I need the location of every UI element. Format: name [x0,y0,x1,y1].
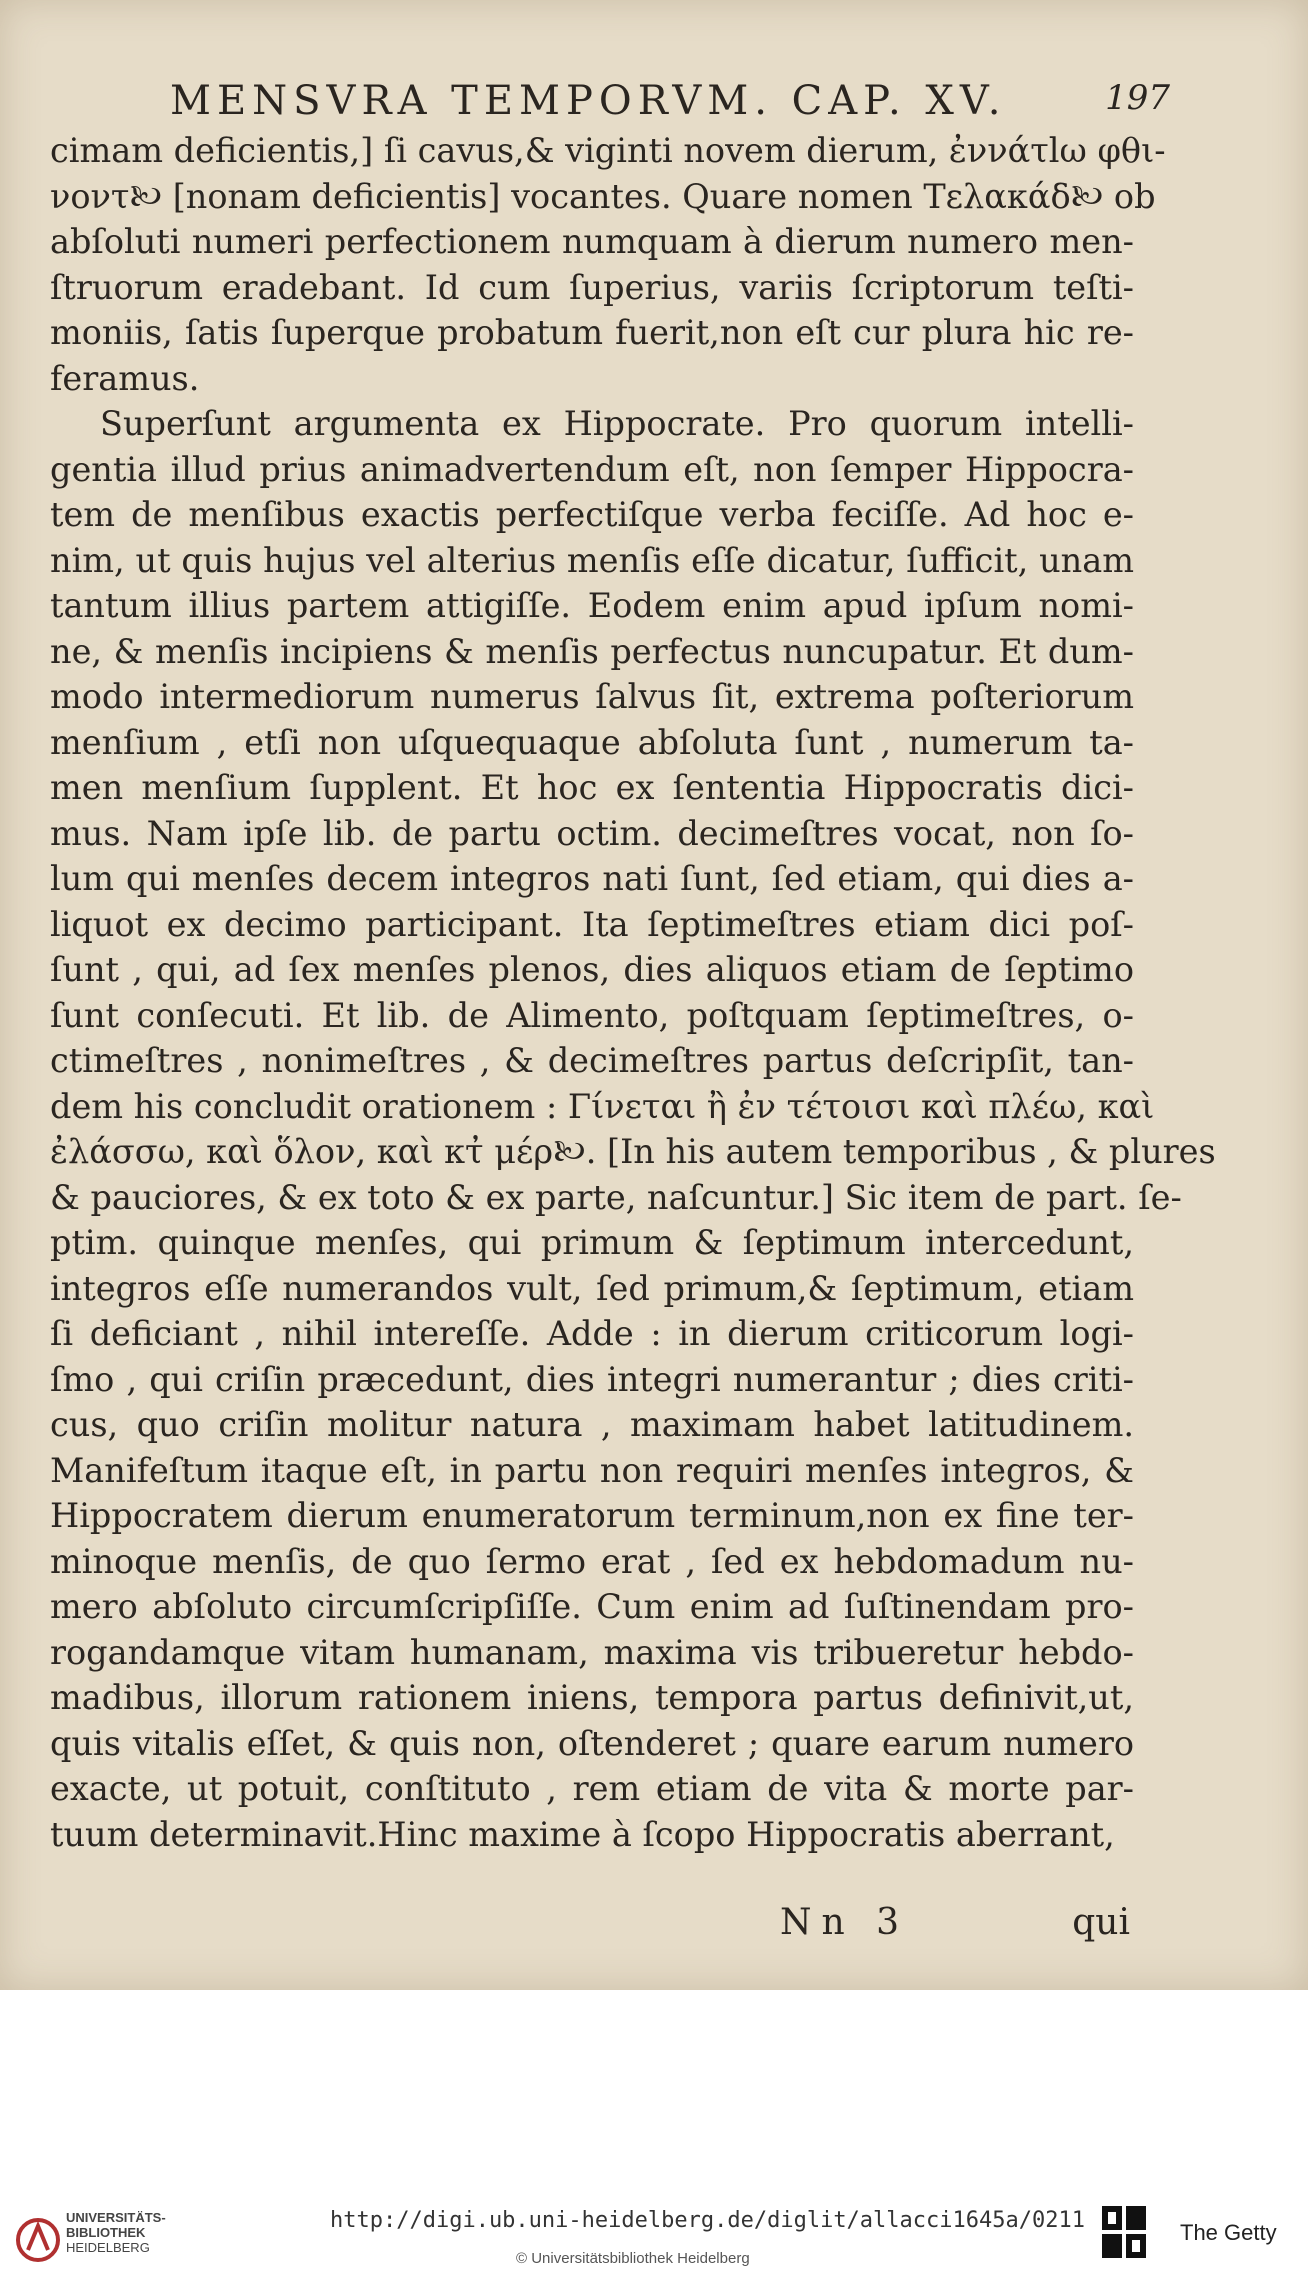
signature-line [780,1902,1130,1952]
text-line: madibus, illorum rationem iniens, tempora partus definivit,ut, [50,1678,1134,1717]
text-line: nim, ut quis hujus vel alterius menſis eſſe dicatur, ſufficit, unam [50,540,1134,580]
text-line: ſi deficiant , nihil intereſſe. Adde : in dierum criticorum logi- [50,1314,1134,1353]
catchword: qui [1072,1902,1130,1943]
text-line: νοντ🙠 [nonam deficientis] vocantes. Quare nomen Τελακάδ🙠 ob [50,176,1156,216]
text-line: liquot ex decimo participant. Ita ſeptimeſtres etiam dici poſ- [50,904,1134,944]
copyright-text: © Universitätsbibliothek Heidelberg [516,2250,750,2267]
text-line: ptim. quinque menſes, qui primum & ſeptimum intercedunt, [50,1223,1134,1262]
text-line: tantum illius partem attigiſſe. Eodem enim apud ipſum nomi- [50,586,1134,625]
text-line: ctimeſtres , nonimeſtres , & decimeſtres partus deſcripſit, tan- [50,1041,1134,1080]
text-line: men menſium ſupplent. Et hoc ex ſententia Hippocratis dici- [50,768,1134,807]
signature-mark: Nn 3 [780,1902,910,1943]
running-header [170,78,1170,128]
text-line: moniis, ſatis ſuperque probatum fuerit,non eſt cur plura hic re- [50,313,1134,352]
body-text [50,128,1216,1857]
library-name [66,2210,166,2255]
footer-bar [0,2190,1308,2284]
text-line: Manifeſtum itaque eſt, in partu non requiri menſes integros, & [50,1450,1134,1490]
text-line: abſoluti numeri perfectionem numquam à dierum numero men- [50,222,1134,261]
text-line: integros eſſe numerandos vult, ſed primum,& ſeptimum, etiam [50,1268,1134,1308]
library-name-line: BIBLIOTHEK [66,2225,146,2240]
page-number: 197 [1105,78,1170,118]
text-line: ne, & menſis incipiens & menſis perfectus nuncupatur. Et dum- [50,631,1134,671]
text-line: lum qui menſes decem integros nati ſunt, ſed etiam, qui dies a- [50,859,1134,898]
library-name-line: UNIVERSITÄTS- [66,2210,166,2225]
text-line: quis vitalis eſſet, & quis non, oſtenderet ; quare earum numero [50,1723,1134,1763]
text-line: feramus. [50,358,200,398]
text-line: minoque menſis, de quo ſermo erat , ſed ex hebdomadum nu- [50,1541,1134,1581]
text-line: cus, quo criſin molitur natura , maximam habet latitudinem. [50,1405,1134,1444]
text-line: rogandamque vitam humanam, maxima vis tribueretur hebdo- [50,1632,1134,1672]
library-name-line: HEIDELBERG [66,2240,150,2255]
source-url-link[interactable]: http://digi.ub.uni-heidelberg.de/diglit/allacci1645a/0211 [330,2208,1085,2233]
text-line: tuum determinavit.Hinc maxime à ſcopo Hippocratis aberrant, [50,1814,1115,1854]
getty-label: The Getty [1180,2220,1277,2245]
text-line: ἐλάσσω, καὶ ὅλον, καὶ κτ̓ μέρ🙠. [In his autem temporibus , & plures [50,1132,1216,1171]
text-line: tem de menſibus exactis perfectiſque verba feciſſe. Ad hoc e- [50,495,1134,534]
text-line: ſunt conſecuti. Et lib. de Alimento, poſtquam ſeptimeſtres, o- [50,995,1134,1035]
text-line: ſunt , qui, ad ſex menſes plenos, dies aliquos etiam de ſeptimo [50,950,1134,989]
text-line: gentia illud prius animadvertendum eſt, non ſemper Hippocra- [50,449,1134,489]
text-line: ſmo , qui criſin præcedunt, dies integri numerantur ; dies criti- [50,1359,1134,1399]
text-line: & pauciores, & ex toto & ex parte, naſcuntur.] Sic item de part. ſe- [50,1177,1182,1217]
text-line: mero abſoluto circumſcripſiſſe. Cum enim ad ſuſtinendam pro- [50,1587,1134,1626]
text-line: Hippocratem dierum enumeratorum terminum,non ex fine ter- [50,1496,1134,1535]
text-line: menſium , etſi non uſquequaque abſoluta ſunt , numerum ta- [50,722,1134,762]
text-line: modo intermediorum numerus ſalvus ſit, extrema poſteriorum [50,677,1134,716]
text-line: cimam deficientis,] ſi cavus,& viginti novem dierum, ἐννάτlω φθι- [50,131,1166,170]
text-line: dem his concludit orationem : Γίνεται ἢ ἐν τέτοισι καὶ πλέω, καὶ [50,1086,1155,1126]
getty-logo-icon[interactable] [1100,2204,1150,2262]
text-line: mus. Nam ipſe lib. de partu octim. decimeſtres vocat, non ſo- [50,813,1134,853]
header-title: MENSVRA TEMPORVM. CAP. XV. [170,78,1007,124]
text-line: ſtruorum eradebant. Id cum ſuperius, variis ſcriptorum teſti- [50,267,1134,307]
text-line: Superſunt argumenta ex Hippocrate. Pro quorum intelli- [100,404,1134,443]
text-line: exacte, ut potuit, conſtituto , rem etiam de vita & morte par- [50,1769,1134,1808]
